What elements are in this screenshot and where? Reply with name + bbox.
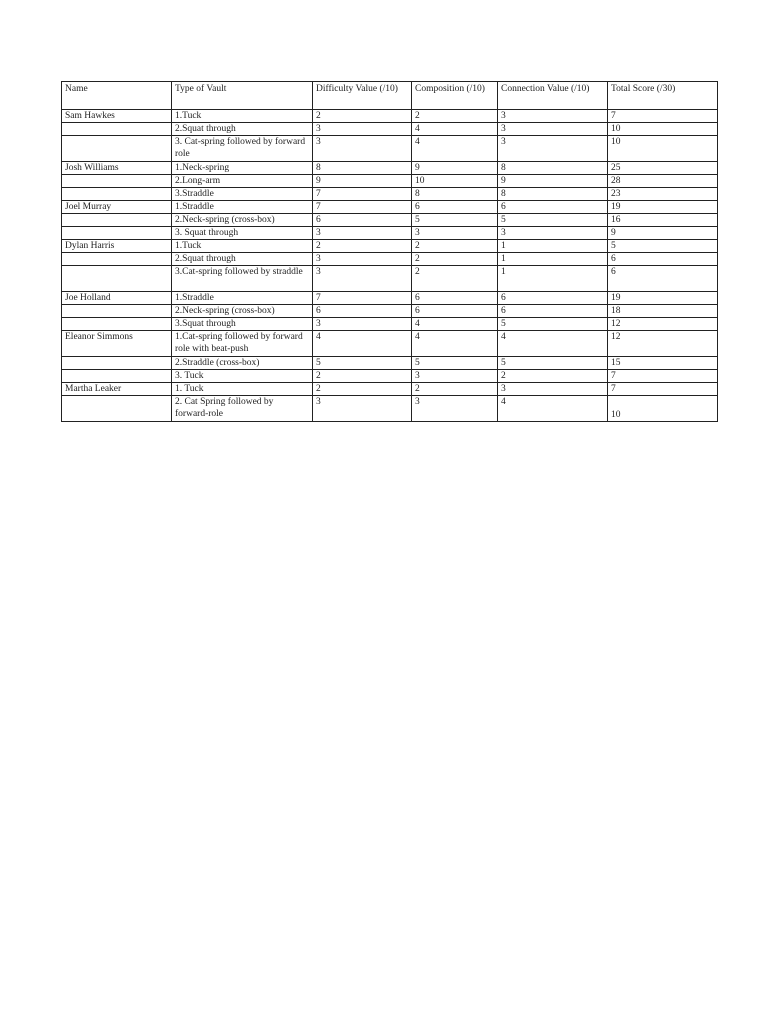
cell-composition: 2 bbox=[412, 110, 498, 123]
cell-name bbox=[62, 136, 172, 162]
cell-composition: 10 bbox=[412, 175, 498, 188]
cell-difficulty: 7 bbox=[313, 201, 412, 214]
cell-connection: 3 bbox=[498, 227, 608, 240]
cell-type-of-vault: 3.Straddle bbox=[172, 188, 313, 201]
cell-composition: 2 bbox=[412, 383, 498, 396]
cell-connection: 8 bbox=[498, 188, 608, 201]
cell-composition: 2 bbox=[412, 240, 498, 253]
cell-composition: 6 bbox=[412, 201, 498, 214]
cell-composition: 6 bbox=[412, 292, 498, 305]
cell-total-score: 12 bbox=[608, 331, 718, 357]
cell-type-of-vault: 1.Tuck bbox=[172, 110, 313, 123]
cell-total-score: 28 bbox=[608, 175, 718, 188]
cell-difficulty: 2 bbox=[313, 240, 412, 253]
cell-type-of-vault: 3.Squat through bbox=[172, 318, 313, 331]
cell-name bbox=[62, 370, 172, 383]
cell-composition: 5 bbox=[412, 357, 498, 370]
header-connection-value: Connection Value (/10) bbox=[498, 82, 608, 110]
cell-total-score: 7 bbox=[608, 370, 718, 383]
cell-total-score: 16 bbox=[608, 214, 718, 227]
cell-name: Eleanor Simmons bbox=[62, 331, 172, 357]
cell-difficulty: 4 bbox=[313, 331, 412, 357]
cell-difficulty: 3 bbox=[313, 266, 412, 292]
cell-type-of-vault: 2.Neck-spring (cross-box) bbox=[172, 214, 313, 227]
cell-difficulty: 3 bbox=[313, 318, 412, 331]
cell-type-of-vault: 1.Neck-spring bbox=[172, 162, 313, 175]
cell-type-of-vault: 2.Straddle (cross-box) bbox=[172, 357, 313, 370]
cell-connection: 5 bbox=[498, 318, 608, 331]
header-name: Name bbox=[62, 82, 172, 110]
cell-total-score: 12 bbox=[608, 318, 718, 331]
table-row bbox=[62, 292, 718, 305]
cell-total-score: 10 bbox=[608, 396, 718, 422]
table-row bbox=[62, 214, 718, 227]
cell-type-of-vault: 1. Tuck bbox=[172, 383, 313, 396]
cell-composition: 3 bbox=[412, 396, 498, 422]
cell-difficulty: 6 bbox=[313, 305, 412, 318]
cell-type-of-vault: 1.Cat-spring followed by forward role with beat-push bbox=[172, 331, 313, 357]
cell-type-of-vault: 1.Straddle bbox=[172, 201, 313, 214]
header-row bbox=[62, 82, 718, 110]
table-row bbox=[62, 188, 718, 201]
cell-composition: 4 bbox=[412, 318, 498, 331]
cell-type-of-vault: 1.Straddle bbox=[172, 292, 313, 305]
table-row bbox=[62, 253, 718, 266]
cell-difficulty: 3 bbox=[313, 136, 412, 162]
table-row bbox=[62, 396, 718, 422]
header-total-score: Total Score (/30) bbox=[608, 82, 718, 110]
vault-scores-table bbox=[61, 81, 718, 422]
cell-total-score: 10 bbox=[608, 136, 718, 162]
cell-total-score: 10 bbox=[608, 123, 718, 136]
cell-difficulty: 2 bbox=[313, 110, 412, 123]
cell-difficulty: 2 bbox=[313, 370, 412, 383]
cell-connection: 5 bbox=[498, 357, 608, 370]
cell-connection: 3 bbox=[498, 110, 608, 123]
table-row bbox=[62, 175, 718, 188]
table-row bbox=[62, 123, 718, 136]
cell-difficulty: 6 bbox=[313, 214, 412, 227]
cell-type-of-vault: 2.Squat through bbox=[172, 123, 313, 136]
cell-difficulty: 8 bbox=[313, 162, 412, 175]
cell-total-score: 19 bbox=[608, 292, 718, 305]
cell-type-of-vault: 3. Squat through bbox=[172, 227, 313, 240]
table-row bbox=[62, 331, 718, 357]
cell-composition: 2 bbox=[412, 266, 498, 292]
cell-composition: 3 bbox=[412, 370, 498, 383]
cell-connection: 4 bbox=[498, 396, 608, 422]
cell-connection: 1 bbox=[498, 266, 608, 292]
cell-name bbox=[62, 266, 172, 292]
cell-type-of-vault: 2.Neck-spring (cross-box) bbox=[172, 305, 313, 318]
cell-connection: 1 bbox=[498, 253, 608, 266]
table-row bbox=[62, 110, 718, 123]
cell-total-score: 19 bbox=[608, 201, 718, 214]
cell-connection: 6 bbox=[498, 292, 608, 305]
cell-name bbox=[62, 357, 172, 370]
cell-composition: 4 bbox=[412, 136, 498, 162]
cell-composition: 4 bbox=[412, 123, 498, 136]
cell-total-score: 6 bbox=[608, 266, 718, 292]
table-row bbox=[62, 136, 718, 162]
cell-composition: 9 bbox=[412, 162, 498, 175]
cell-name bbox=[62, 188, 172, 201]
cell-difficulty: 9 bbox=[313, 175, 412, 188]
table-row bbox=[62, 266, 718, 292]
cell-total-score: 25 bbox=[608, 162, 718, 175]
cell-composition: 8 bbox=[412, 188, 498, 201]
cell-name bbox=[62, 123, 172, 136]
cell-type-of-vault: 3. Tuck bbox=[172, 370, 313, 383]
table-row bbox=[62, 201, 718, 214]
cell-name: Martha Leaker bbox=[62, 383, 172, 396]
table-row bbox=[62, 370, 718, 383]
header-composition: Composition (/10) bbox=[412, 82, 498, 110]
cell-type-of-vault: 2.Squat through bbox=[172, 253, 313, 266]
cell-total-score: 5 bbox=[608, 240, 718, 253]
cell-total-score: 18 bbox=[608, 305, 718, 318]
cell-difficulty: 3 bbox=[313, 227, 412, 240]
cell-name bbox=[62, 396, 172, 422]
table-row bbox=[62, 357, 718, 370]
cell-type-of-vault: 2.Long-arm bbox=[172, 175, 313, 188]
header-difficulty-value: Difficulty Value (/10) bbox=[313, 82, 412, 110]
cell-connection: 5 bbox=[498, 214, 608, 227]
cell-total-score: 9 bbox=[608, 227, 718, 240]
cell-name: Josh Williams bbox=[62, 162, 172, 175]
cell-name: Joel Murray bbox=[62, 201, 172, 214]
cell-type-of-vault: 1.Tuck bbox=[172, 240, 313, 253]
table-row bbox=[62, 383, 718, 396]
cell-type-of-vault: 2. Cat Spring followed by forward-role bbox=[172, 396, 313, 422]
table-row bbox=[62, 240, 718, 253]
cell-total-score: 15 bbox=[608, 357, 718, 370]
cell-connection: 3 bbox=[498, 123, 608, 136]
table-row bbox=[62, 162, 718, 175]
header-type-of-vault: Type of Vault bbox=[172, 82, 313, 110]
cell-connection: 6 bbox=[498, 201, 608, 214]
table-row bbox=[62, 318, 718, 331]
cell-name bbox=[62, 227, 172, 240]
cell-composition: 4 bbox=[412, 331, 498, 357]
cell-name bbox=[62, 318, 172, 331]
cell-total-score: 7 bbox=[608, 383, 718, 396]
cell-connection: 1 bbox=[498, 240, 608, 253]
cell-connection: 3 bbox=[498, 136, 608, 162]
cell-composition: 2 bbox=[412, 253, 498, 266]
cell-total-score: 7 bbox=[608, 110, 718, 123]
cell-name bbox=[62, 253, 172, 266]
cell-name bbox=[62, 305, 172, 318]
cell-connection: 6 bbox=[498, 305, 608, 318]
cell-name: Sam Hawkes bbox=[62, 110, 172, 123]
cell-difficulty: 7 bbox=[313, 188, 412, 201]
table-row bbox=[62, 305, 718, 318]
cell-name bbox=[62, 175, 172, 188]
cell-composition: 3 bbox=[412, 227, 498, 240]
cell-difficulty: 2 bbox=[313, 383, 412, 396]
cell-total-score: 23 bbox=[608, 188, 718, 201]
cell-connection: 2 bbox=[498, 370, 608, 383]
cell-difficulty: 3 bbox=[313, 123, 412, 136]
cell-difficulty: 3 bbox=[313, 396, 412, 422]
cell-connection: 8 bbox=[498, 162, 608, 175]
cell-type-of-vault: 3. Cat-spring followed by forward role bbox=[172, 136, 313, 162]
cell-type-of-vault: 3.Cat-spring followed by straddle bbox=[172, 266, 313, 292]
cell-connection: 3 bbox=[498, 383, 608, 396]
cell-connection: 4 bbox=[498, 331, 608, 357]
cell-difficulty: 5 bbox=[313, 357, 412, 370]
table-row bbox=[62, 227, 718, 240]
cell-name: Joe Holland bbox=[62, 292, 172, 305]
cell-composition: 6 bbox=[412, 305, 498, 318]
cell-difficulty: 3 bbox=[313, 253, 412, 266]
cell-total-score: 6 bbox=[608, 253, 718, 266]
cell-connection: 9 bbox=[498, 175, 608, 188]
cell-difficulty: 7 bbox=[313, 292, 412, 305]
cell-composition: 5 bbox=[412, 214, 498, 227]
cell-name: Dylan Harris bbox=[62, 240, 172, 253]
cell-name bbox=[62, 214, 172, 227]
